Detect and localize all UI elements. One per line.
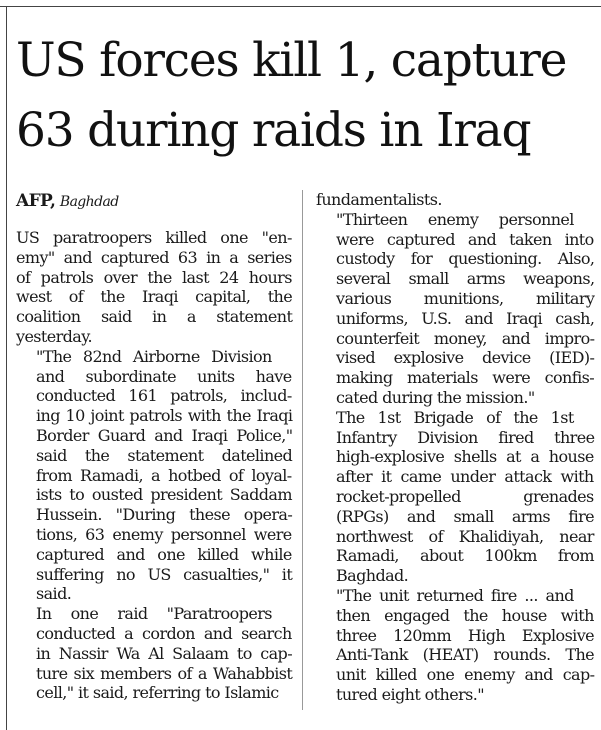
- text-line: US paratroopers killed one "en-: [16, 228, 292, 247]
- left-column-body: [16, 228, 292, 703]
- text-line: tions, 63 enemy personnel were: [36, 524, 292, 544]
- text-line: northwest of Khalidiyah, near: [336, 526, 594, 546]
- headline-line: US forces kill 1, capture: [16, 33, 567, 88]
- headline-line: 63 during raids in Iraq: [16, 103, 531, 158]
- right-column-body: [316, 190, 594, 705]
- article-paragraph: [316, 586, 594, 705]
- text-line: Baghdad.: [336, 566, 409, 586]
- text-line: Infantry Division fired three: [336, 427, 595, 447]
- text-line: three 120mm High Explosive: [336, 625, 595, 645]
- byline-location: Baghdad: [59, 194, 119, 210]
- text-line: from Ramadi, a hotbed of loyal-: [36, 465, 292, 485]
- article-paragraph: [316, 210, 594, 408]
- frame-left-rule: [6, 6, 7, 730]
- text-line: fundamentalists.: [316, 190, 442, 209]
- text-line: after it came under attack with: [336, 467, 594, 487]
- text-line: "The 82nd Airborne Division: [36, 346, 272, 366]
- byline-agency: AFP,: [16, 191, 56, 211]
- text-line: Border Guard and Iraqi Police,": [36, 425, 293, 445]
- text-line: making materials were confis-: [336, 368, 595, 388]
- text-line: of patrols over the last 24 hours: [16, 267, 292, 287]
- text-line: uniforms, U.S. and Iraqi cash,: [336, 308, 595, 328]
- text-line: were captured and taken into: [336, 229, 594, 249]
- article-paragraph: [16, 228, 292, 347]
- text-line: suffering no US casualties," it: [36, 564, 293, 584]
- article-paragraph: [16, 347, 292, 604]
- text-line: said.: [36, 584, 72, 604]
- text-line: coalition said in a statement: [16, 307, 293, 327]
- text-line: said the statement datelined: [36, 445, 293, 465]
- text-line: high-explosive shells at a house: [336, 447, 594, 467]
- text-line: In one raid "Paratroopers: [36, 604, 272, 624]
- headline: [16, 26, 596, 166]
- text-line: then engaged the house with: [336, 605, 594, 625]
- text-line: cell," it said, referring to Islamic: [36, 683, 279, 703]
- text-line: various munitions, military: [336, 288, 595, 308]
- text-line: "The unit returned fire ... and: [336, 585, 574, 605]
- frame-top-rule: [0, 6, 601, 7]
- article-paragraph: [316, 408, 594, 586]
- text-line: Hussein. "During these opera-: [36, 505, 293, 525]
- text-line: conducted a cordon and search: [36, 623, 292, 643]
- text-line: west of the Iraqi capital, the: [16, 287, 293, 307]
- text-line: "Thirteen enemy personnel: [336, 209, 574, 229]
- text-line: unit killed one enemy and cap-: [336, 665, 595, 685]
- text-line: ists to ousted president Saddam: [36, 485, 292, 505]
- text-line: yesterday.: [16, 326, 93, 346]
- article-column-left: [16, 190, 292, 703]
- text-line: tured eight others.": [336, 684, 484, 704]
- byline: [16, 190, 292, 213]
- text-line: emy" and captured 63 in a series: [16, 247, 292, 267]
- text-line: Ramadi, about 100km from: [336, 546, 594, 566]
- article-paragraph: [316, 190, 594, 210]
- text-line: and subordinate units have: [36, 366, 292, 386]
- column-divider: [302, 190, 303, 710]
- text-line: The 1st Brigade of the 1st: [336, 407, 574, 427]
- text-line: (RPGs) and small arms fire: [336, 506, 595, 526]
- text-line: captured and one killed while: [36, 544, 292, 564]
- text-line: vised explosive device (IED)-: [336, 348, 595, 368]
- text-line: rocket-propelled grenades: [336, 486, 594, 506]
- article-column-right: [316, 190, 594, 705]
- text-line: conducted 161 patrols, includ-: [36, 386, 292, 406]
- text-line: cated during the mission.": [336, 387, 535, 407]
- text-line: counterfeit money, and impro-: [336, 328, 595, 348]
- text-line: in Nassir Wa Al Salaam to cap-: [36, 643, 293, 663]
- text-line: custody for questioning. Also,: [336, 249, 595, 269]
- text-line: ture six members of a Wahabbist: [36, 663, 293, 683]
- article-paragraph: [16, 604, 292, 703]
- text-line: Anti-Tank (HEAT) rounds. The: [336, 645, 595, 665]
- text-line: several small arms weapons,: [336, 269, 595, 289]
- text-line: ing 10 joint patrols with the Iraqi: [36, 406, 293, 426]
